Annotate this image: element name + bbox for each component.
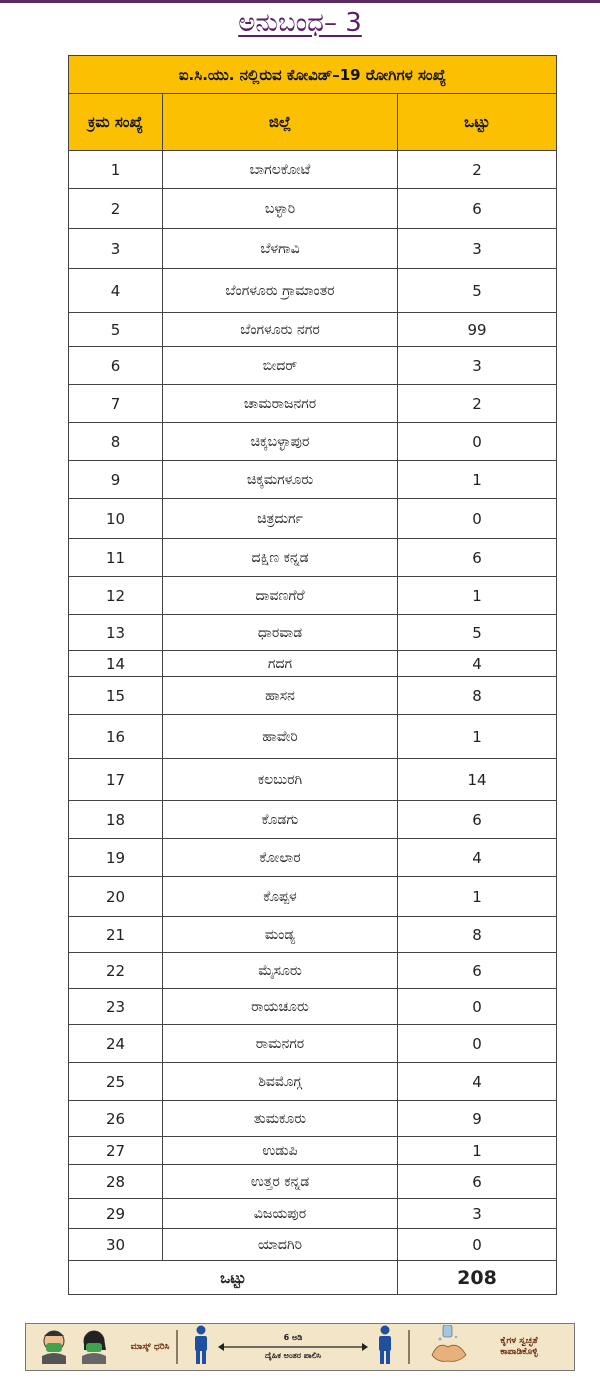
table-row [69, 1165, 557, 1199]
district-cell: ಚಿಕ್ಕಬಳ್ಳಾಪುರ [163, 423, 398, 461]
page-title: ಅನುಬಂಧ– 3 [238, 8, 362, 38]
serial-number-cell: 19 [69, 839, 163, 877]
serial-number-cell: 26 [69, 1101, 163, 1137]
total-cell: 0 [398, 423, 557, 461]
total-cell: 3 [398, 229, 557, 269]
total-cell: 1 [398, 461, 557, 499]
district-cell: ಬಳ್ಳಾರಿ [163, 189, 398, 229]
district-cell: ರಾಯಚೂರು [163, 989, 398, 1025]
district-cell: ಕಲಬುರಗಿ [163, 759, 398, 801]
total-cell: 5 [398, 615, 557, 651]
table-row [69, 877, 557, 917]
serial-number-cell: 12 [69, 577, 163, 615]
table-row [69, 989, 557, 1025]
total-header: ಒಟ್ಟು [398, 94, 557, 151]
serial-number-cell: 3 [69, 229, 163, 269]
total-cell: 0 [398, 989, 557, 1025]
total-cell: 0 [398, 499, 557, 539]
grand-total-row [69, 1261, 557, 1295]
table-row [69, 917, 557, 953]
table-body [69, 151, 557, 1261]
table-row [69, 577, 557, 615]
district-cell: ದಕ್ಷಿಣ ಕನ್ನಡ [163, 539, 398, 577]
total-cell: 8 [398, 677, 557, 715]
total-cell: 6 [398, 953, 557, 989]
grand-total-value: 208 [398, 1261, 557, 1295]
district-cell: ಯಾದಗಿರಿ [163, 1229, 398, 1261]
table-row [69, 1229, 557, 1261]
district-cell: ಬಾಗಲಕೋಟೆ [163, 151, 398, 189]
person-icon [376, 1325, 394, 1369]
total-cell: 4 [398, 651, 557, 677]
district-cell: ಹಾವೇರಿ [163, 715, 398, 759]
total-cell: 0 [398, 1229, 557, 1261]
district-cell: ವಿಜಯಪುರ [163, 1199, 398, 1229]
table-row [69, 1025, 557, 1063]
district-cell: ತುಮಕೂರು [163, 1101, 398, 1137]
serial-number-cell: 8 [69, 423, 163, 461]
table-row [69, 347, 557, 385]
district-cell: ಧಾರವಾಡ [163, 615, 398, 651]
serial-number-cell: 5 [69, 313, 163, 347]
double-arrow-icon [218, 1343, 368, 1351]
total-cell: 4 [398, 839, 557, 877]
total-cell: 3 [398, 1199, 557, 1229]
serial-number-cell: 17 [69, 759, 163, 801]
table-row [69, 953, 557, 989]
total-cell: 6 [398, 801, 557, 839]
serial-number-cell: 1 [69, 151, 163, 189]
district-cell: ಬೆಳಗಾವಿ [163, 229, 398, 269]
total-cell: 1 [398, 577, 557, 615]
handwash-section [410, 1324, 574, 1370]
table-caption: ಐ.ಸಿ.ಯು. ನಲ್ಲಿರುವ ಕೋವಿಡ್–19 ರೋಗಿಗಳ ಸಂಖ್ಯೆ [69, 56, 557, 94]
serial-number-cell: 25 [69, 1063, 163, 1101]
serial-number-cell: 21 [69, 917, 163, 953]
total-cell: 0 [398, 1025, 557, 1063]
total-cell: 4 [398, 1063, 557, 1101]
table-row [69, 461, 557, 499]
total-cell: 9 [398, 1101, 557, 1137]
table-row [69, 615, 557, 651]
grand-total-label: ಒಟ್ಟು [69, 1261, 398, 1295]
total-cell: 6 [398, 539, 557, 577]
serial-number-cell: 9 [69, 461, 163, 499]
total-cell: 14 [398, 759, 557, 801]
distance-section [178, 1324, 408, 1370]
serial-number-cell: 27 [69, 1137, 163, 1165]
district-cell: ಶಿವಮೊಗ್ಗ [163, 1063, 398, 1101]
table-row [69, 839, 557, 877]
table-row [69, 499, 557, 539]
district-cell: ಕೊಡಗು [163, 801, 398, 839]
district-cell: ಚಿತ್ರದುರ್ಗ [163, 499, 398, 539]
district-cell: ಚಿಕ್ಕಮಗಳೂರು [163, 461, 398, 499]
total-cell: 3 [398, 347, 557, 385]
serial-number-cell: 20 [69, 877, 163, 917]
total-cell: 99 [398, 313, 557, 347]
district-cell: ಉಡುಪಿ [163, 1137, 398, 1165]
serial-number-cell: 29 [69, 1199, 163, 1229]
district-cell: ಉತ್ತರ ಕನ್ನಡ [163, 1165, 398, 1199]
district-cell: ಮಂಡ್ಯ [163, 917, 398, 953]
table-row [69, 229, 557, 269]
table-row [69, 1137, 557, 1165]
table-row [69, 801, 557, 839]
total-cell: 6 [398, 189, 557, 229]
district-cell: ಬೆಂಗಳೂರು ಗ್ರಾಮಾಂತರ [163, 269, 398, 313]
table-row [69, 269, 557, 313]
district-cell: ಬೀದರ್ [163, 347, 398, 385]
handwash-text: ಕೈಗಳ ಸ್ವಚ್ಛತೆ ಕಾಪಾಡಿಕೊಳ್ಳಿ [500, 1336, 538, 1357]
table-row [69, 313, 557, 347]
top-border-line [0, 0, 600, 3]
district-cell: ಚಾಮರಾಜನಗರ [163, 385, 398, 423]
serial-number-cell: 22 [69, 953, 163, 989]
district-header: ಜಿಲ್ಲೆ [163, 94, 398, 151]
total-cell: 2 [398, 385, 557, 423]
serial-number-cell: 7 [69, 385, 163, 423]
serial-number-cell: 15 [69, 677, 163, 715]
district-cell: ಹಾಸನ [163, 677, 398, 715]
serial-number-cell: 2 [69, 189, 163, 229]
person-icon [192, 1325, 210, 1369]
table-row [69, 759, 557, 801]
serial-number-cell: 24 [69, 1025, 163, 1063]
district-cell: ಕೊಪ್ಪಳ [163, 877, 398, 917]
total-cell: 5 [398, 269, 557, 313]
table-row [69, 677, 557, 715]
table-row [69, 1101, 557, 1137]
table-row [69, 539, 557, 577]
district-cell: ರಾಮನಗರ [163, 1025, 398, 1063]
table-row [69, 1199, 557, 1229]
table-row [69, 1063, 557, 1101]
district-cell: ಬೆಂಗಳೂರು ನಗರ [163, 313, 398, 347]
distance-measure: 6 ಅಡಿ [283, 1333, 303, 1342]
serial-number-cell: 14 [69, 651, 163, 677]
serial-number-cell: 6 [69, 347, 163, 385]
district-cell: ಗದಗ [163, 651, 398, 677]
serial-number-cell: 4 [69, 269, 163, 313]
mask-text: ಮಾಸ್ಕ್ ಧರಿಸಿ [130, 1341, 170, 1352]
total-cell: 2 [398, 151, 557, 189]
total-cell: 8 [398, 917, 557, 953]
total-cell: 6 [398, 1165, 557, 1199]
safety-banner [25, 1323, 575, 1371]
table-row [69, 651, 557, 677]
table-row [69, 151, 557, 189]
serial-number-cell: 28 [69, 1165, 163, 1199]
total-cell: 1 [398, 877, 557, 917]
district-cell: ಮೈಸೂರು [163, 953, 398, 989]
serial-number-cell: 16 [69, 715, 163, 759]
serial-number-cell: 10 [69, 499, 163, 539]
district-cell: ಕೋಲಾರ [163, 839, 398, 877]
serial-number-cell: 11 [69, 539, 163, 577]
total-cell: 1 [398, 715, 557, 759]
mask-section [26, 1324, 176, 1370]
serial-number-cell: 18 [69, 801, 163, 839]
face-mask-icon [34, 1326, 120, 1368]
serial-number-header: ಕ್ರಮ ಸಂಖ್ಯೆ [69, 94, 163, 151]
icu-covid-table [68, 55, 557, 1295]
district-cell: ದಾವಣಗೆರೆ [163, 577, 398, 615]
hand-wash-icon [428, 1325, 470, 1369]
table-row [69, 715, 557, 759]
serial-number-cell: 23 [69, 989, 163, 1025]
table-row [69, 385, 557, 423]
total-cell: 1 [398, 1137, 557, 1165]
serial-number-cell: 30 [69, 1229, 163, 1261]
distance-text: ದೈಹಿಕ ಅಂತರ ಪಾಲಿಸಿ [264, 1351, 322, 1360]
table-row [69, 423, 557, 461]
table-row [69, 189, 557, 229]
serial-number-cell: 13 [69, 615, 163, 651]
